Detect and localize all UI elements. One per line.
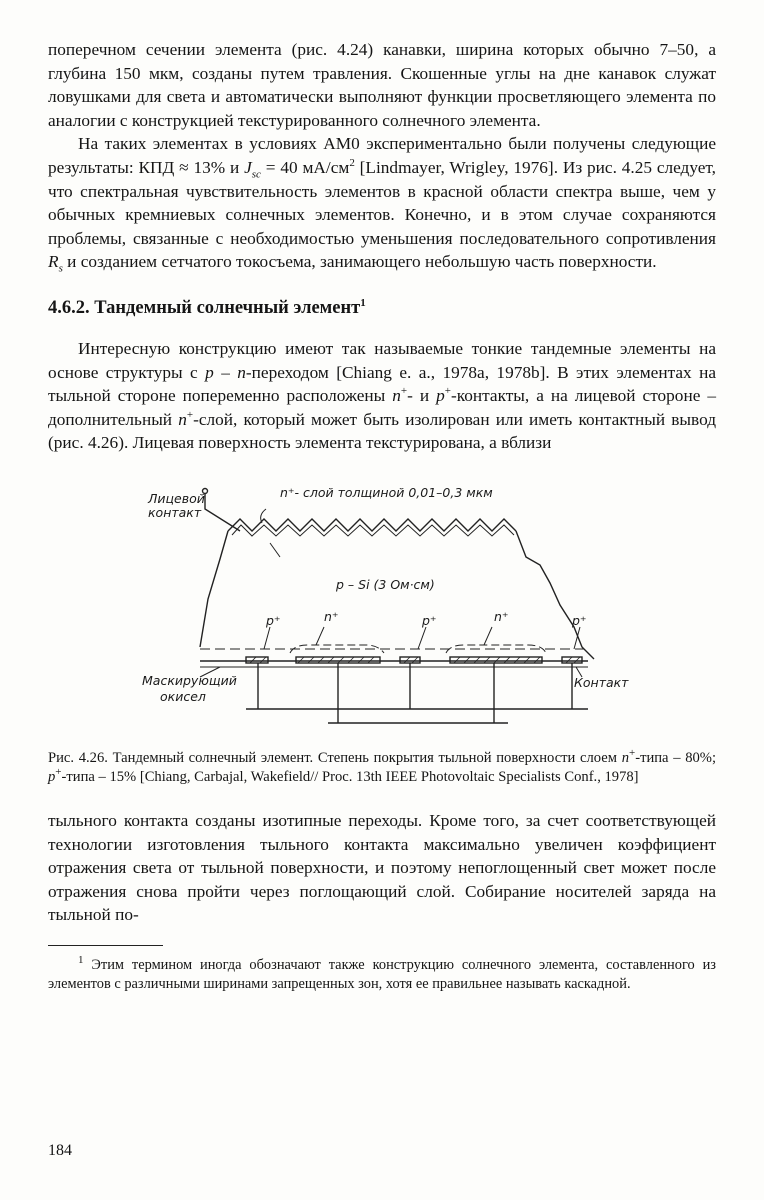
label-p-plus-1: p⁺ [266,612,281,628]
label-p-plus-2: p⁺ [422,612,437,628]
page-number: 184 [48,1142,72,1159]
label-front-contact-1: Лицевой [148,490,205,506]
paragraph-1: поперечном сечении элемента (рис. 4.24) канавки, ширина которых обычно 7–50, а глубина 150 мкм, созданы путем травления. Скошенные углы на дне канавок служат ловушками для света и автоматически выполняют функции просветляющего элемента по аналогии с конструкцией текстурированного солнечного элемента. [48,40,716,130]
figure-tandem-cell [48,479,716,741]
figure-caption: Рис. 4.26. Тандемный солнечный элемент. Степень покрытия тыльной поверхности слоем n+-типа – 80%; p+-типа – 15% [Chiang, Carbajal, Wakefield// Proc. 13th IEEE Photovoltaic Specialists Conf., 1978] [48,747,717,785]
footnote: $^1$ Этим термином иногда обозначают также конструкцию солнечного элемента, составленного из элементов с различными ширинами запрещенных зон, хотя ее правильнее называть каскадной. [48,954,716,992]
label-masking-oxide-2: окисел [160,688,206,704]
footnote-divider [48,945,163,946]
body-right-edge [516,531,594,659]
label-n-plus-2: n⁺ [494,608,509,624]
label-p-si: p – Si (3 Ом·см) [336,576,435,592]
front-contact-lead [205,493,240,531]
label-front-contact-2: контакт [148,504,202,520]
label-n-layer: n⁺- слой толщиной 0,01–0,3 мкм [280,484,493,500]
footnote-mark: 1 [360,296,366,309]
label-n-plus-1: n⁺ [324,608,339,624]
paragraph-4: тыльного контакта созданы изотипные переходы. Кроме того, за счет соответствующей технологии изготовления тыльного контакта максимально увеличен коэффициент отражения света от тыльной поверхности, и поэтому непоглощенный свет может после отражения снова пройти через поглощающий слой. Собирание носителей заряда на тыльной по- [48,810,716,925]
label-contact: Контакт [574,674,629,690]
label-p-plus-3: p⁺ [572,612,587,628]
page-body [48,38,716,994]
textured-surface [228,519,516,531]
paragraph-2: На таких элементах в условиях AM0 экспериментально были получены следующие результаты: КПД ≈ 13% и $J_{sc} = 40$ $мА/см^2$ [Lindmayer, Wrigley, 1976]. Из рис. 4.25 следует, что спектральная чувствительность элементов в красной области спектра выше, чем у обычных кремниевых солнечных элементов. Конечно, и в этом случае сохраняются проблемы, связанные с необходимостью уменьшения последовательного сопротивления $R_s$ и созданием сетчатого токосъема, занимающего небольшую часть поверхности. [48,134,716,275]
section-heading: 4.6.2. Тандемный солнечный элемент$^1$ [48,296,366,318]
n-plus-contact-2 [450,657,542,663]
paragraph-3: Интересную конструкцию имеют так называемые тонкие тандемные элементы на основе структуры с p – n-переходом [Chiang e. a., 1978a, 1978b]. В этих элементах на тыльной стороне попеременно расположены n+- и p+-контакты, а на лицевой стороне – дополнительный n+-слой, который может быть изолирован или иметь контактный вывод (рис. 4.26). Лицевая поверхность элемента текстурирована, а вблизи [48,338,717,453]
body-left-edge [200,531,228,647]
label-masking-oxide-1: Маскирующий [142,672,237,688]
